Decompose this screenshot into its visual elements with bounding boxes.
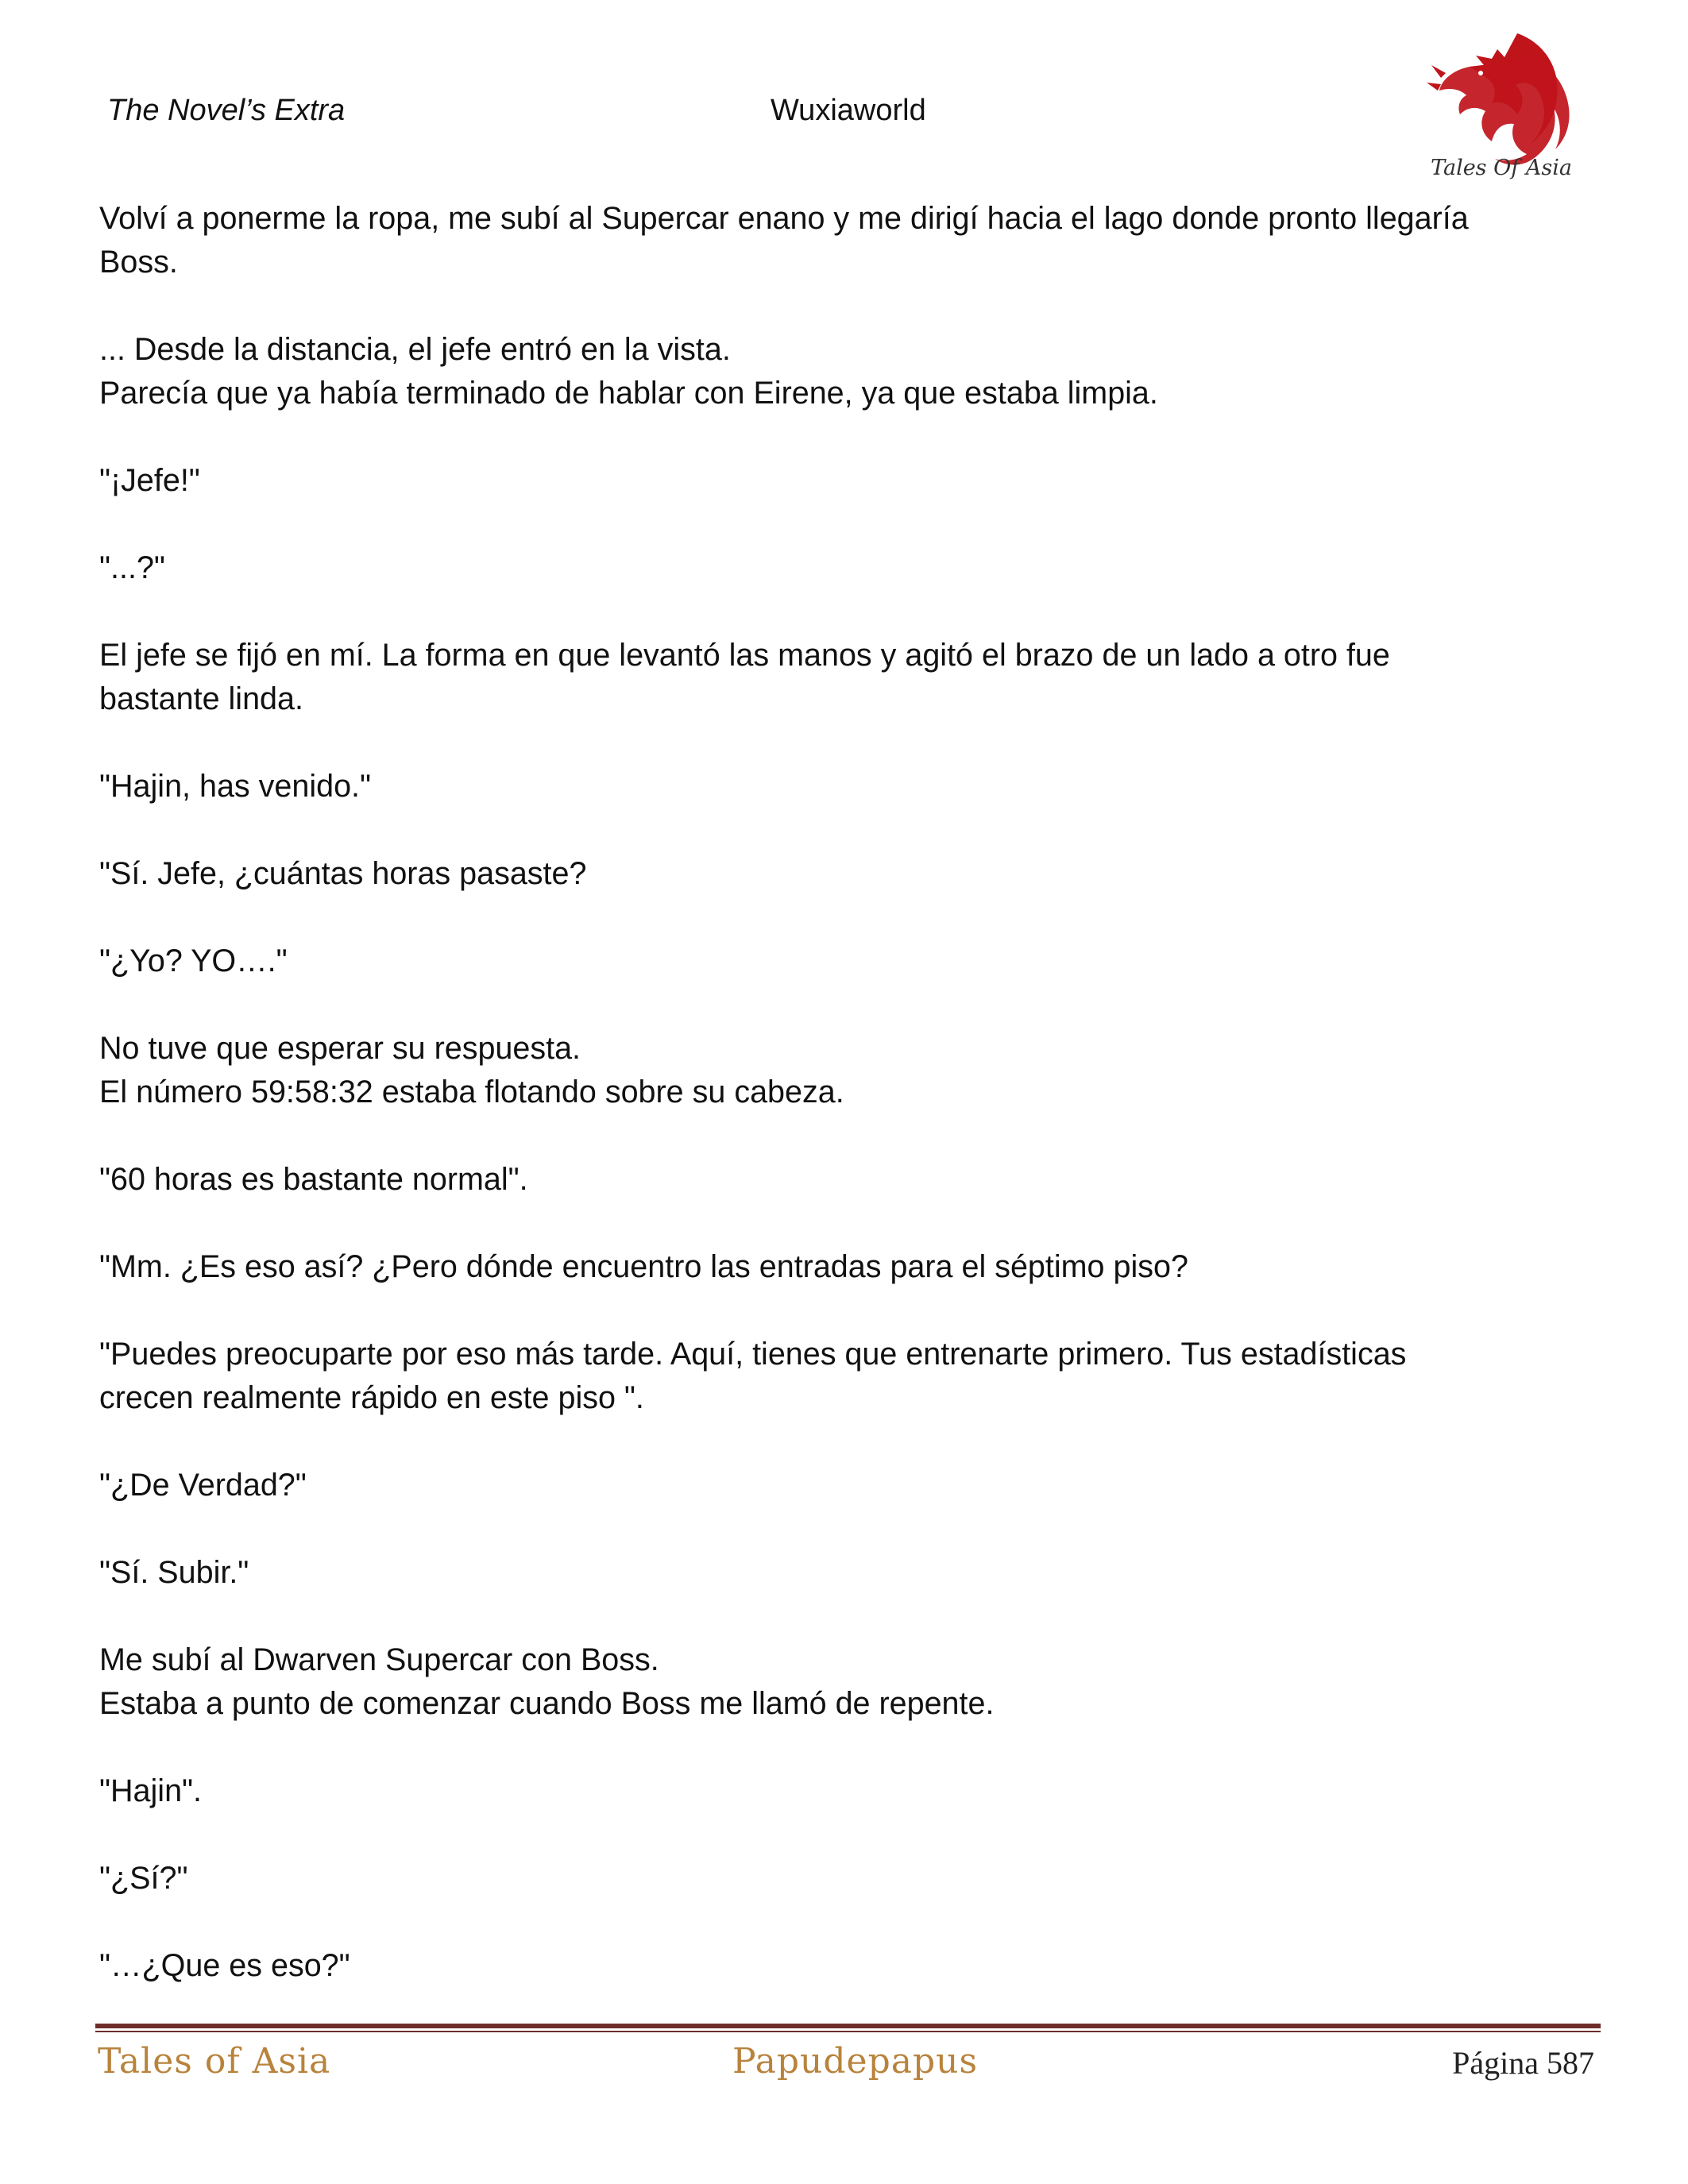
header-source: Wuxiaworld <box>771 94 926 127</box>
paragraph <box>99 1333 1593 1420</box>
text-line: No tuve que esperar su respuesta. <box>99 1031 581 1066</box>
footer-rule-thin <box>95 2031 1601 2032</box>
footer-publisher: Tales of Asia <box>98 2041 331 2082</box>
footer-page-number: Página 587 <box>1452 2045 1594 2081</box>
paragraph <box>99 1464 1593 1507</box>
paragraph <box>99 1245 1593 1289</box>
paragraph <box>99 1857 1593 1900</box>
text-line: Boss. <box>99 245 178 280</box>
text-line: "Hajin". <box>99 1773 203 1808</box>
paragraph <box>99 1638 1593 1726</box>
footer-rule <box>95 2024 1601 2028</box>
text-line: "…¿Que es eso?" <box>99 1948 350 1983</box>
paragraph <box>99 1551 1593 1595</box>
paragraph <box>99 852 1593 896</box>
text-line: "...?" <box>99 550 165 585</box>
paragraph <box>99 634 1593 721</box>
text-line: "Sí. Subir." <box>99 1555 249 1590</box>
paragraph <box>99 328 1593 415</box>
text-line: "¿Sí?" <box>99 1861 188 1896</box>
text-line: ... Desde la distancia, el jefe entró en la vista. <box>99 332 731 367</box>
paragraph <box>99 1944 1593 1988</box>
text-line: crecen realmente rápido en este piso ". <box>99 1380 644 1415</box>
paragraph <box>99 1769 1593 1813</box>
text-line: "Mm. ¿Es eso así? ¿Pero dónde encuentro las entradas para el séptimo piso? <box>99 1249 1188 1284</box>
text-line: "Sí. Jefe, ¿cuántas horas pasaste? <box>99 856 587 891</box>
text-line: "¡Jefe!" <box>99 463 200 498</box>
paragraph <box>99 197 1593 284</box>
paragraph <box>99 459 1593 503</box>
paragraph <box>99 765 1593 808</box>
header-book-title: The Novel’s Extra <box>107 94 346 127</box>
text-line: "Puedes preocuparte por eso más tarde. Aquí, tienes que entrenarte primero. Tus estadísticas <box>99 1337 1407 1372</box>
text-line: El número 59:58:32 estaba flotando sobre su cabeza. <box>99 1075 844 1109</box>
text-line: Parecía que ya había terminado de hablar con Eirene, ya que estaba limpia. <box>99 376 1158 411</box>
text-line: "¿De Verdad?" <box>99 1468 307 1503</box>
text-line: "Hajin, has venido." <box>99 769 372 804</box>
paragraph <box>99 940 1593 983</box>
logo-text: Tales Of Asia <box>1431 156 1572 180</box>
text-line: El jefe se fijó en mí. La forma en que levantó las manos y agitó el brazo de un lado a otro fue <box>99 638 1390 673</box>
text-line: "60 horas es bastante normal". <box>99 1162 528 1197</box>
text-line: bastante linda. <box>99 681 303 716</box>
text-line: Volví a ponerme la ropa, me subí al Supercar enano y me dirigí hacia el lago donde pronto llegaría <box>99 201 1469 236</box>
text-line: Me subí al Dwarven Supercar con Boss. <box>99 1642 659 1677</box>
paragraph <box>99 546 1593 590</box>
footer-translator: Papudepapus <box>732 2041 979 2082</box>
text-line: Estaba a punto de comenzar cuando Boss me llamó de repente. <box>99 1686 995 1721</box>
text-line: "¿Yo? YO…." <box>99 943 288 978</box>
page-body <box>99 197 1593 2032</box>
paragraph <box>99 1027 1593 1114</box>
paragraph <box>99 1158 1593 1202</box>
